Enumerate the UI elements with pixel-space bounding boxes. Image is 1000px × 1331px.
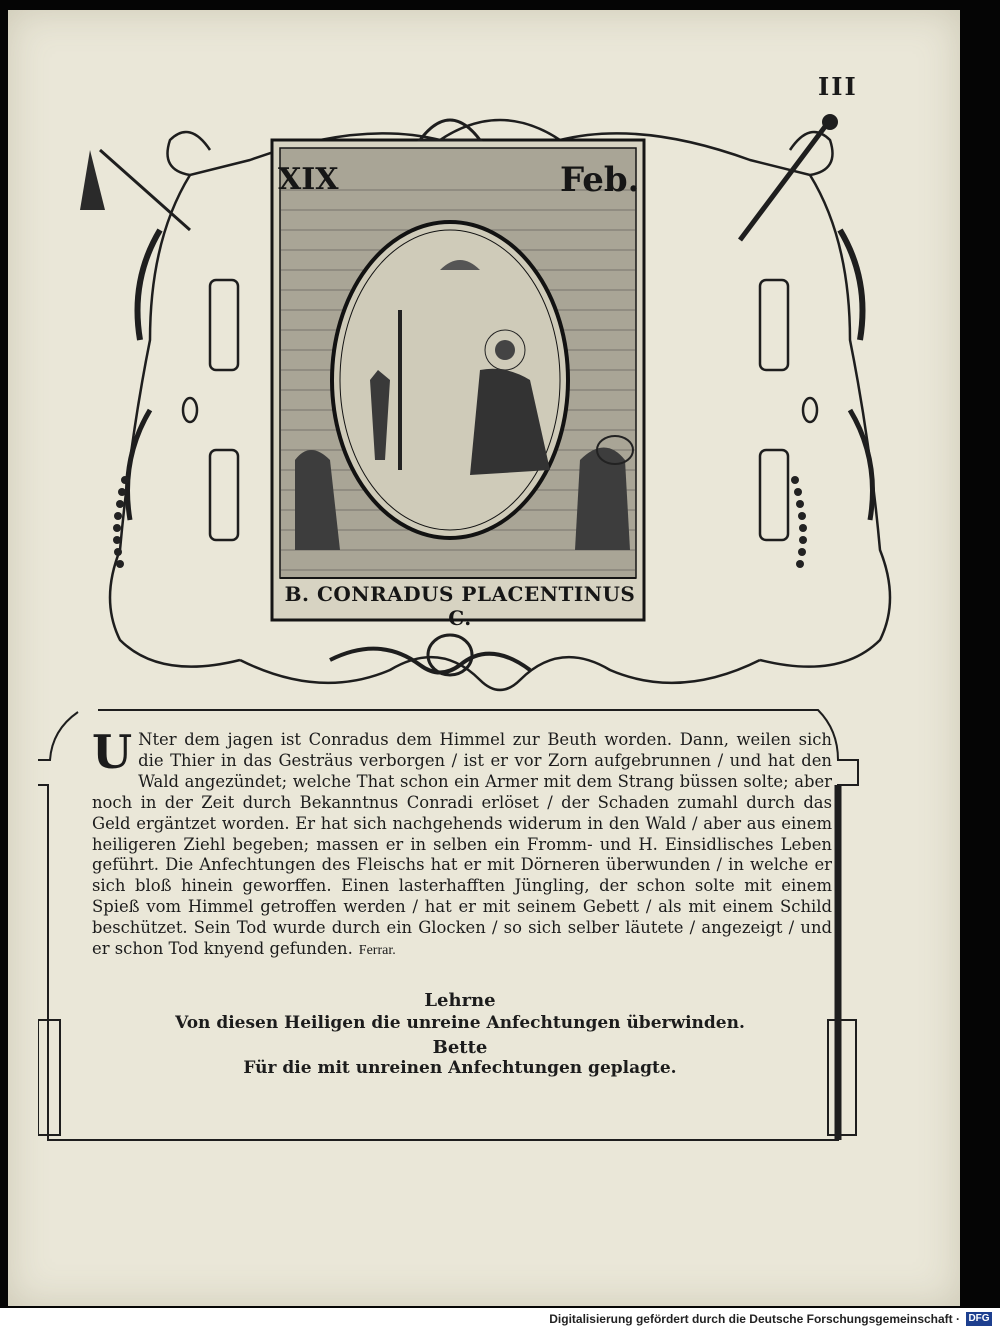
footer-credit: Digitalisierung gefördert durch die Deutsche Forschungsgemeinschaft ·: [549, 1312, 960, 1326]
engraving-caption: B. CONRADUS PLACENTINUS C.: [284, 582, 636, 630]
lehrne-heading: Lehrne: [424, 990, 496, 1011]
staff-right: [740, 120, 830, 240]
tassel-left: [80, 150, 105, 210]
bette-heading: Bette: [432, 1037, 488, 1058]
page-number: III: [818, 72, 858, 101]
body-paragraph: Nter dem jagen ist Conradus dem Himmel zur Beuth worden. Dann, weilen sich die Thier in das Gesträus verborgen / ist er vor Zorn aufgebrunnen / und hat den Wald angezündet; welche That schon ein Armer mit dem Strang büssen solte; aber noch in der Zeit durch Bekanntnus Conradi erlöset / der Schaden zumahl durch das Geld ergäntzet worden. Er hat sich nachgehends widerum in den Wald / aber aus einem heiligeren Ziehl begeben; massen er in selben ein Fromm- und H. Einsidlisches Leben geführt. Die Anfechtungen des Fleischs hat er mit Dörneren überwunden / in welche er sich bloß hinein geworffen. Einen lasterhafften Jüngling, der schon solte mit einem Spieß vom Himmel getroffen werden / hat er mit seinem Gebett / als mit einem Schild beschützet. Sein Tod wurde durch ein Glocken / so sich selber läutete / angezeigt / und er schon Tod knyend gefunden.: [92, 730, 832, 959]
month-label: Feb.: [560, 160, 640, 200]
bette-text: Für die mit unreinen Anfechtungen geplagte.: [243, 1058, 677, 1078]
lehrne-text: Von diesen Heiligen die unreine Anfechtungen überwinden.: [175, 1013, 745, 1033]
day-label: XIX: [278, 162, 339, 197]
body-text: [92, 725, 832, 962]
dropcap: U: [92, 725, 133, 779]
source-reference: Ferrar.: [358, 943, 396, 959]
dfg-logo: DFG: [966, 1312, 992, 1326]
